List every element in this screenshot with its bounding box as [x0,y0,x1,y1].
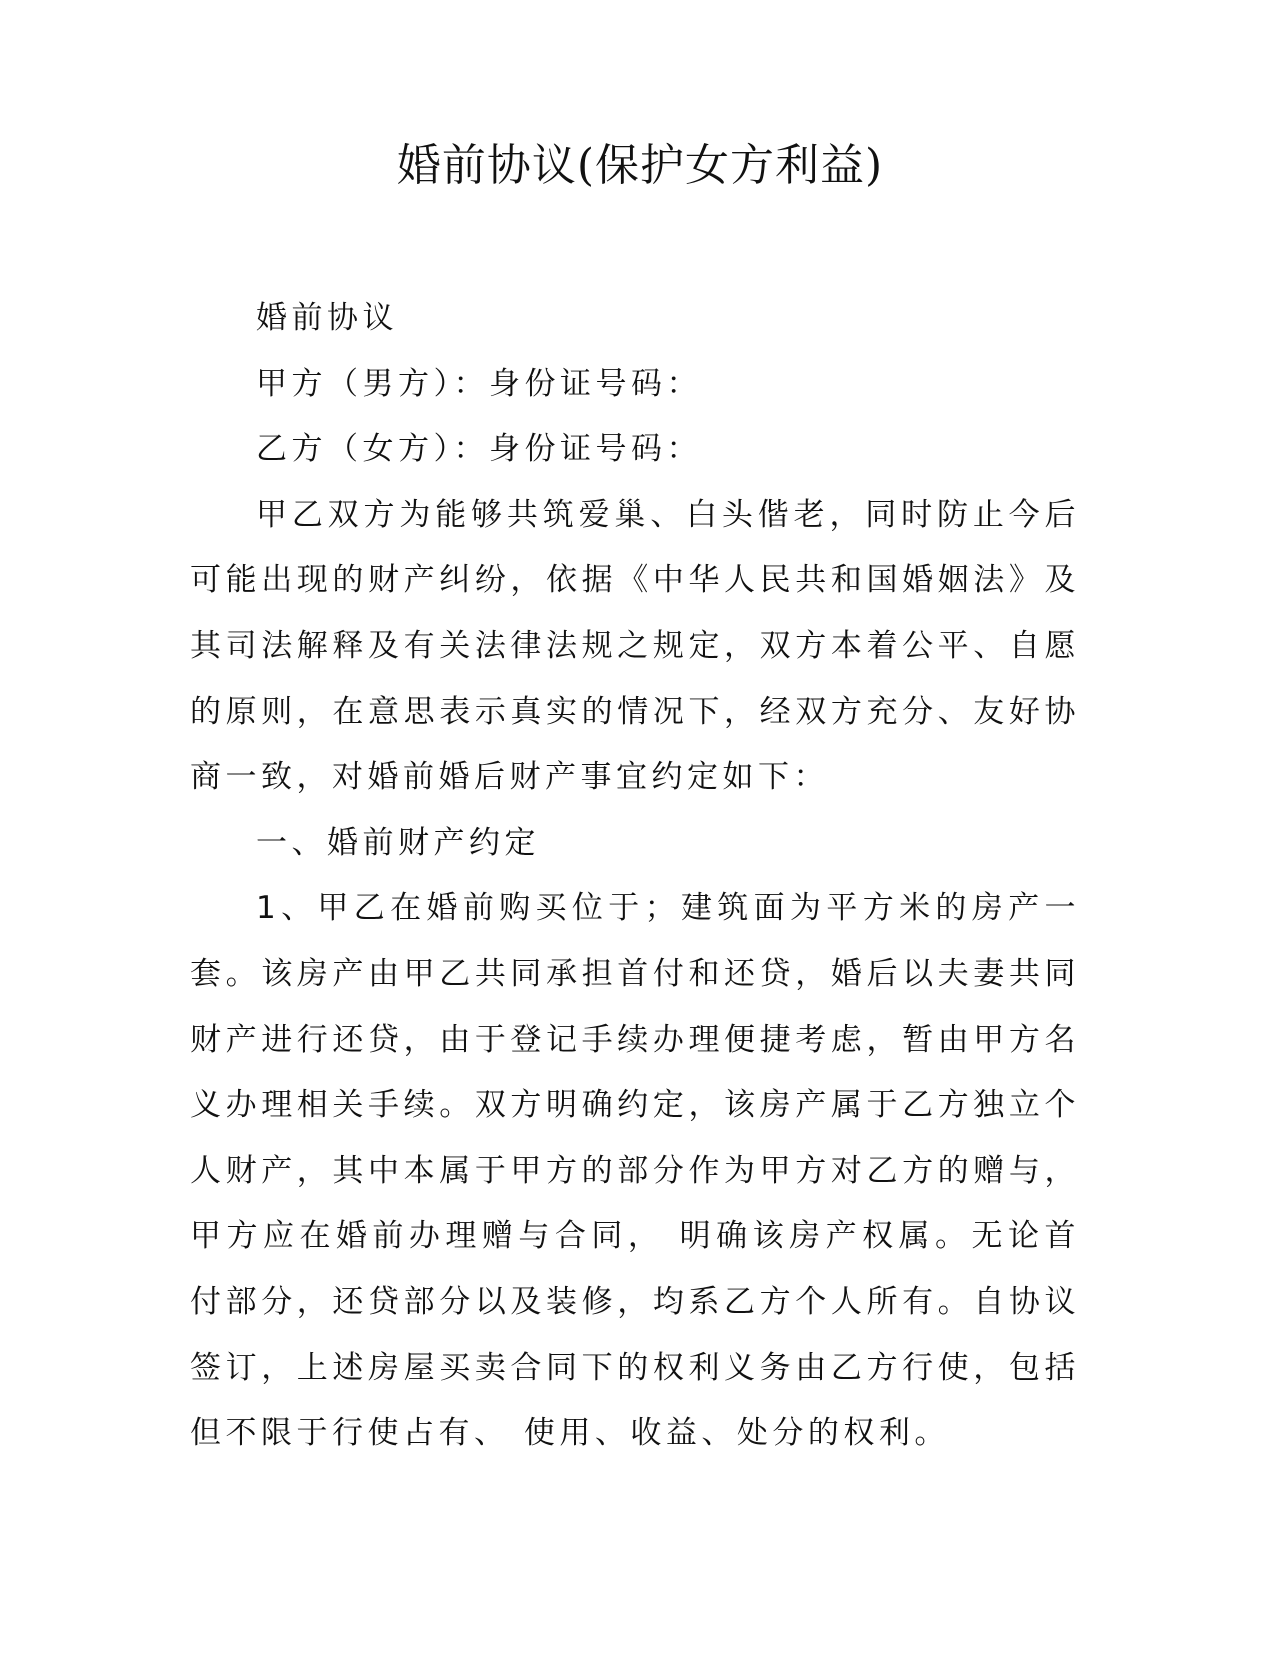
party-a-line: 甲方（男方）：身份证号码： [256,365,702,402]
preamble-paragraph: 甲乙双方为能够共筑爱巢、白头偕老，同时防止今后可能出现的财产纠纷，依据《中华人民共和国婚姻法》及其司法解释及有关法律法规之规定，双方本着公平、自愿的原则，在意思表示真实的情况下，经双方充分、友好协商一致，对婚前婚后财产事宜约定如下： [190,496,1080,796]
agreement-heading: 婚前协议 [256,300,398,336]
document-title: 婚前协议(保护女方利益) [396,140,884,191]
section-heading: 一、婚前财产约定 [256,824,540,861]
clause-paragraph: 1、甲乙在婚前购买位于；建筑面为平方米的房产一套。该房产由甲乙共同承担首付和还贷，婚后以夫妻共同财产进行还贷，由于登记手续办理便捷考虑，暂由甲方名义办理相关手续。双方明确约定，该房产属于乙方独立个人财产，其中本属于甲方的部分作为甲方对乙方的赠与，甲方应在婚前办理赠与合同， 明确该房产权属。无论首付部分，还贷部分以及装修，均系乙方个人所有。自协议签订，上述房屋买卖合同下的权利义务由乙方行使，包括但不限于行使占有、 使用、收益、处分的权利。 [190,890,1080,1452]
document-body [190,286,1080,1467]
party-b-line: 乙方（女方）：身份证号码： [256,431,702,468]
